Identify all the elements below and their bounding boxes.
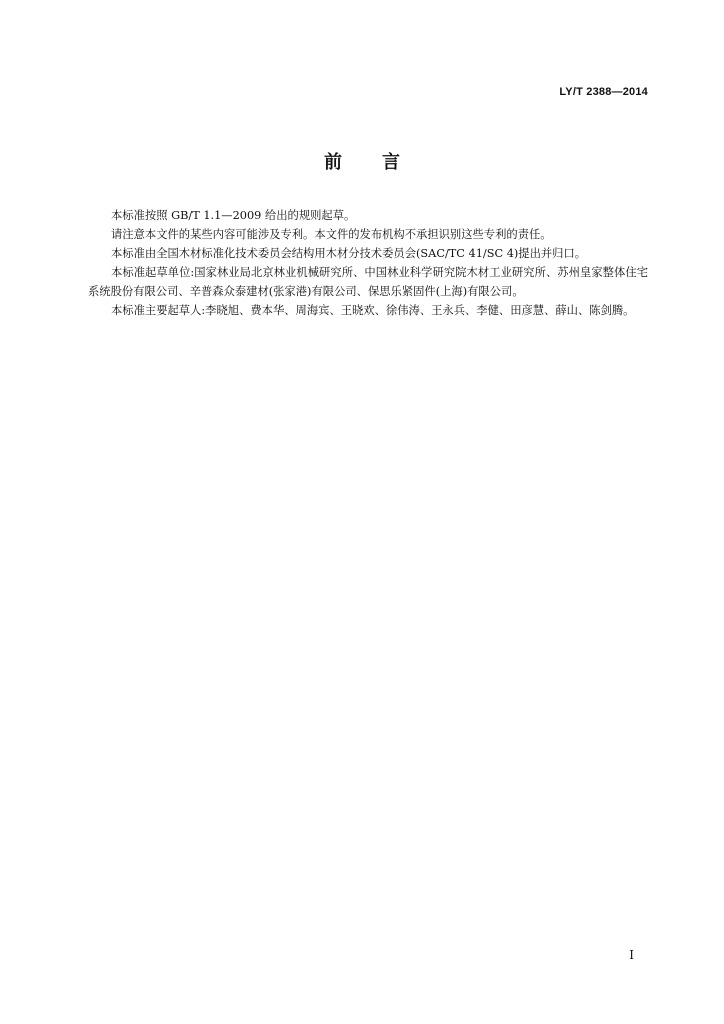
paragraph-drafting-organizations: 本标准起草单位:国家林业局北京林业机械研究所、中国林业科学研究院木材工业研究所、苏州皇家整体住宅系统股份有限公司、辛普森众泰建材(张家港)有限公司、保思乐紧固件(上海)有限公司。 [88, 266, 648, 298]
page-title: 前言 [324, 152, 440, 173]
paragraph-proposing-committee: 本标准由全国木材标准化技术委员会结构用木材分技术委员会(SAC/TC 41/SC 4)提出并归口。 [111, 247, 587, 260]
page-number: I [629, 948, 634, 962]
foreword-body [88, 206, 648, 320]
paragraph-main-drafters: 本标准主要起草人:李晓旭、费本华、周海宾、王晓欢、徐伟涛、王永兵、李健、田彦慧、薛山、陈剑腾。 [111, 304, 635, 317]
paragraph-patent-notice: 请注意本文件的某些内容可能涉及专利。本文件的发布机构不承担识别这些专利的责任。 [111, 228, 552, 241]
standard-number: LY/T 2388—2014 [559, 86, 648, 98]
paragraph-drafting-rules: 本标准按照 GB/T 1.1—2009 给出的规则起草。 [111, 209, 356, 222]
